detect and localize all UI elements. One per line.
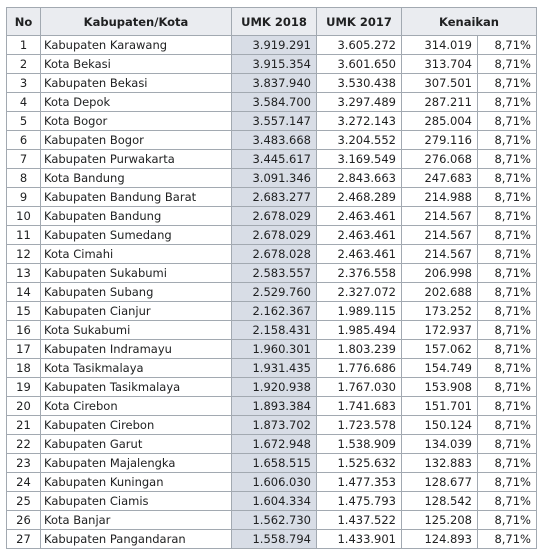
cell-kenaikan-persen: 8,71% — [478, 473, 537, 492]
table-row — [7, 131, 537, 150]
cell-umk-2017: 1.741.683 — [317, 397, 402, 416]
table-header-row — [7, 8, 537, 36]
cell-no: 16 — [7, 321, 41, 340]
table-row — [7, 530, 537, 549]
cell-kabupaten-kota: Kabupaten Tasikmalaya — [41, 378, 232, 397]
cell-umk-2018: 1.606.030 — [232, 473, 317, 492]
cell-kenaikan-nominal: 124.893 — [402, 530, 478, 549]
cell-umk-2018: 2.678.029 — [232, 226, 317, 245]
table-row — [7, 359, 537, 378]
cell-umk-2017: 2.468.289 — [317, 188, 402, 207]
cell-umk-2017: 3.605.272 — [317, 36, 402, 55]
cell-kenaikan-nominal: 314.019 — [402, 36, 478, 55]
cell-kabupaten-kota: Kota Bekasi — [41, 55, 232, 74]
cell-kenaikan-persen: 8,71% — [478, 454, 537, 473]
cell-umk-2017: 3.530.438 — [317, 74, 402, 93]
cell-umk-2018: 3.483.668 — [232, 131, 317, 150]
table-row — [7, 378, 537, 397]
cell-no: 4 — [7, 93, 41, 112]
table-row — [7, 93, 537, 112]
cell-umk-2018: 1.873.702 — [232, 416, 317, 435]
cell-no: 1 — [7, 36, 41, 55]
cell-kenaikan-persen: 8,71% — [478, 359, 537, 378]
cell-umk-2017: 1.477.353 — [317, 473, 402, 492]
cell-umk-2018: 1.562.730 — [232, 511, 317, 530]
cell-kenaikan-persen: 8,71% — [478, 321, 537, 340]
cell-no: 6 — [7, 131, 41, 150]
cell-no: 14 — [7, 283, 41, 302]
cell-umk-2018: 2.583.557 — [232, 264, 317, 283]
cell-umk-2018: 1.604.334 — [232, 492, 317, 511]
cell-kenaikan-nominal: 206.998 — [402, 264, 478, 283]
cell-umk-2017: 3.272.143 — [317, 112, 402, 131]
cell-kabupaten-kota: Kabupaten Subang — [41, 283, 232, 302]
table-row — [7, 416, 537, 435]
cell-umk-2018: 2.678.028 — [232, 245, 317, 264]
cell-umk-2017: 1.767.030 — [317, 378, 402, 397]
table-row — [7, 492, 537, 511]
table-row — [7, 188, 537, 207]
cell-kenaikan-persen: 8,71% — [478, 207, 537, 226]
cell-no: 8 — [7, 169, 41, 188]
cell-umk-2018: 1.558.794 — [232, 530, 317, 549]
table-row — [7, 473, 537, 492]
cell-no: 12 — [7, 245, 41, 264]
table-body — [7, 36, 537, 549]
cell-kabupaten-kota: Kota Depok — [41, 93, 232, 112]
cell-no: 13 — [7, 264, 41, 283]
table-row — [7, 302, 537, 321]
cell-kenaikan-nominal: 172.937 — [402, 321, 478, 340]
cell-no: 5 — [7, 112, 41, 131]
cell-kabupaten-kota: Kabupaten Pangandaran — [41, 530, 232, 549]
table-row — [7, 454, 537, 473]
cell-kenaikan-persen: 8,71% — [478, 302, 537, 321]
cell-umk-2018: 1.658.515 — [232, 454, 317, 473]
cell-kenaikan-nominal: 125.208 — [402, 511, 478, 530]
table-row — [7, 74, 537, 93]
cell-umk-2017: 1.437.522 — [317, 511, 402, 530]
cell-kenaikan-persen: 8,71% — [478, 378, 537, 397]
cell-kabupaten-kota: Kabupaten Bekasi — [41, 74, 232, 93]
cell-umk-2017: 1.538.909 — [317, 435, 402, 454]
cell-kabupaten-kota: Kabupaten Bandung — [41, 207, 232, 226]
cell-umk-2018: 3.915.354 — [232, 55, 317, 74]
cell-umk-2017: 3.169.549 — [317, 150, 402, 169]
cell-kenaikan-persen: 8,71% — [478, 530, 537, 549]
cell-umk-2017: 3.601.650 — [317, 55, 402, 74]
cell-no: 27 — [7, 530, 41, 549]
cell-umk-2017: 1.525.632 — [317, 454, 402, 473]
cell-kenaikan-persen: 8,71% — [478, 226, 537, 245]
cell-kabupaten-kota: Kota Bandung — [41, 169, 232, 188]
cell-kabupaten-kota: Kabupaten Kuningan — [41, 473, 232, 492]
cell-kenaikan-nominal: 287.211 — [402, 93, 478, 112]
cell-umk-2018: 3.919.291 — [232, 36, 317, 55]
cell-kabupaten-kota: Kabupaten Karawang — [41, 36, 232, 55]
cell-kenaikan-nominal: 307.501 — [402, 74, 478, 93]
cell-umk-2017: 3.297.489 — [317, 93, 402, 112]
cell-umk-2017: 1.803.239 — [317, 340, 402, 359]
table-row — [7, 264, 537, 283]
cell-kenaikan-persen: 8,71% — [478, 150, 537, 169]
cell-umk-2018: 3.445.617 — [232, 150, 317, 169]
cell-kenaikan-nominal: 214.567 — [402, 245, 478, 264]
cell-kenaikan-persen: 8,71% — [478, 112, 537, 131]
cell-umk-2018: 2.158.431 — [232, 321, 317, 340]
cell-kenaikan-nominal: 128.677 — [402, 473, 478, 492]
cell-no: 25 — [7, 492, 41, 511]
table-row — [7, 36, 537, 55]
cell-umk-2018: 1.893.384 — [232, 397, 317, 416]
cell-kenaikan-nominal: 154.749 — [402, 359, 478, 378]
umk-table — [6, 7, 537, 549]
cell-umk-2018: 2.683.277 — [232, 188, 317, 207]
cell-umk-2017: 2.843.663 — [317, 169, 402, 188]
cell-umk-2017: 1.989.115 — [317, 302, 402, 321]
cell-no: 10 — [7, 207, 41, 226]
cell-no: 11 — [7, 226, 41, 245]
cell-umk-2017: 1.475.793 — [317, 492, 402, 511]
cell-kenaikan-nominal: 157.062 — [402, 340, 478, 359]
cell-kabupaten-kota: Kota Cirebon — [41, 397, 232, 416]
table-row — [7, 321, 537, 340]
cell-umk-2017: 2.463.461 — [317, 207, 402, 226]
cell-kenaikan-nominal: 153.908 — [402, 378, 478, 397]
header-umk-2017[interactable]: UMK 2017 — [317, 8, 402, 36]
cell-kabupaten-kota: Kabupaten Majalengka — [41, 454, 232, 473]
table-row — [7, 283, 537, 302]
cell-kabupaten-kota: Kabupaten Sukabumi — [41, 264, 232, 283]
cell-kabupaten-kota: Kota Banjar — [41, 511, 232, 530]
cell-kabupaten-kota: Kabupaten Purwakarta — [41, 150, 232, 169]
cell-umk-2018: 3.584.700 — [232, 93, 317, 112]
cell-kenaikan-persen: 8,71% — [478, 74, 537, 93]
cell-no: 18 — [7, 359, 41, 378]
cell-kenaikan-persen: 8,71% — [478, 264, 537, 283]
table-row — [7, 55, 537, 74]
cell-kenaikan-nominal: 202.688 — [402, 283, 478, 302]
cell-no: 24 — [7, 473, 41, 492]
cell-no: 20 — [7, 397, 41, 416]
cell-kenaikan-nominal: 173.252 — [402, 302, 478, 321]
cell-no: 26 — [7, 511, 41, 530]
cell-umk-2017: 2.327.072 — [317, 283, 402, 302]
cell-kabupaten-kota: Kabupaten Ciamis — [41, 492, 232, 511]
cell-kenaikan-persen: 8,71% — [478, 36, 537, 55]
cell-umk-2017: 1.433.901 — [317, 530, 402, 549]
cell-umk-2017: 1.723.578 — [317, 416, 402, 435]
table-row — [7, 112, 537, 131]
cell-kabupaten-kota: Kabupaten Bandung Barat — [41, 188, 232, 207]
cell-kenaikan-persen: 8,71% — [478, 131, 537, 150]
cell-no: 23 — [7, 454, 41, 473]
cell-kenaikan-nominal: 128.542 — [402, 492, 478, 511]
cell-umk-2017: 2.376.558 — [317, 264, 402, 283]
cell-kenaikan-persen: 8,71% — [478, 169, 537, 188]
cell-kenaikan-nominal: 285.004 — [402, 112, 478, 131]
cell-kenaikan-persen: 8,71% — [478, 492, 537, 511]
cell-no: 19 — [7, 378, 41, 397]
cell-umk-2018: 2.529.760 — [232, 283, 317, 302]
cell-kenaikan-nominal: 214.988 — [402, 188, 478, 207]
cell-kabupaten-kota: Kabupaten Cianjur — [41, 302, 232, 321]
cell-kenaikan-persen: 8,71% — [478, 283, 537, 302]
cell-no: 15 — [7, 302, 41, 321]
cell-kabupaten-kota: Kabupaten Garut — [41, 435, 232, 454]
cell-umk-2017: 2.463.461 — [317, 245, 402, 264]
cell-kenaikan-nominal: 134.039 — [402, 435, 478, 454]
cell-kenaikan-nominal: 313.704 — [402, 55, 478, 74]
cell-kenaikan-persen: 8,71% — [478, 511, 537, 530]
cell-kenaikan-persen: 8,71% — [478, 188, 537, 207]
header-kenaikan[interactable]: Kenaikan — [402, 8, 537, 36]
table-row — [7, 435, 537, 454]
table-row — [7, 511, 537, 530]
cell-umk-2018: 3.837.940 — [232, 74, 317, 93]
cell-umk-2018: 2.162.367 — [232, 302, 317, 321]
cell-no: 22 — [7, 435, 41, 454]
table-row — [7, 169, 537, 188]
cell-kenaikan-persen: 8,71% — [478, 55, 537, 74]
cell-no: 2 — [7, 55, 41, 74]
cell-umk-2017: 1.985.494 — [317, 321, 402, 340]
cell-kenaikan-nominal: 279.116 — [402, 131, 478, 150]
header-no[interactable]: No — [7, 8, 41, 36]
cell-umk-2018: 1.960.301 — [232, 340, 317, 359]
cell-no: 9 — [7, 188, 41, 207]
table-row — [7, 397, 537, 416]
header-kabupaten-kota[interactable]: Kabupaten/Kota — [41, 8, 232, 36]
cell-kenaikan-nominal: 247.683 — [402, 169, 478, 188]
cell-kenaikan-persen: 8,71% — [478, 93, 537, 112]
cell-no: 17 — [7, 340, 41, 359]
cell-kenaikan-persen: 8,71% — [478, 340, 537, 359]
cell-kenaikan-nominal: 151.701 — [402, 397, 478, 416]
cell-kabupaten-kota: Kabupaten Bogor — [41, 131, 232, 150]
cell-kenaikan-persen: 8,71% — [478, 435, 537, 454]
cell-umk-2017: 2.463.461 — [317, 226, 402, 245]
cell-no: 3 — [7, 74, 41, 93]
cell-umk-2017: 3.204.552 — [317, 131, 402, 150]
cell-kenaikan-persen: 8,71% — [478, 397, 537, 416]
header-umk-2018[interactable]: UMK 2018 — [232, 8, 317, 36]
cell-kenaikan-nominal: 214.567 — [402, 226, 478, 245]
cell-no: 21 — [7, 416, 41, 435]
cell-kabupaten-kota: Kota Bogor — [41, 112, 232, 131]
cell-kenaikan-persen: 8,71% — [478, 416, 537, 435]
table-row — [7, 226, 537, 245]
cell-umk-2018: 3.091.346 — [232, 169, 317, 188]
cell-umk-2018: 3.557.147 — [232, 112, 317, 131]
cell-umk-2017: 1.776.686 — [317, 359, 402, 378]
cell-umk-2018: 2.678.029 — [232, 207, 317, 226]
cell-kenaikan-nominal: 214.567 — [402, 207, 478, 226]
cell-kenaikan-nominal: 150.124 — [402, 416, 478, 435]
table-row — [7, 207, 537, 226]
cell-no: 7 — [7, 150, 41, 169]
table-row — [7, 340, 537, 359]
cell-kabupaten-kota: Kota Tasikmalaya — [41, 359, 232, 378]
cell-kabupaten-kota: Kabupaten Indramayu — [41, 340, 232, 359]
cell-kabupaten-kota: Kabupaten Sumedang — [41, 226, 232, 245]
cell-kabupaten-kota: Kabupaten Cirebon — [41, 416, 232, 435]
cell-kenaikan-nominal: 132.883 — [402, 454, 478, 473]
cell-umk-2018: 1.672.948 — [232, 435, 317, 454]
cell-kenaikan-nominal: 276.068 — [402, 150, 478, 169]
table-row — [7, 245, 537, 264]
cell-kabupaten-kota: Kota Cimahi — [41, 245, 232, 264]
cell-umk-2018: 1.920.938 — [232, 378, 317, 397]
cell-kenaikan-persen: 8,71% — [478, 245, 537, 264]
cell-umk-2018: 1.931.435 — [232, 359, 317, 378]
table-row — [7, 150, 537, 169]
cell-kabupaten-kota: Kota Sukabumi — [41, 321, 232, 340]
